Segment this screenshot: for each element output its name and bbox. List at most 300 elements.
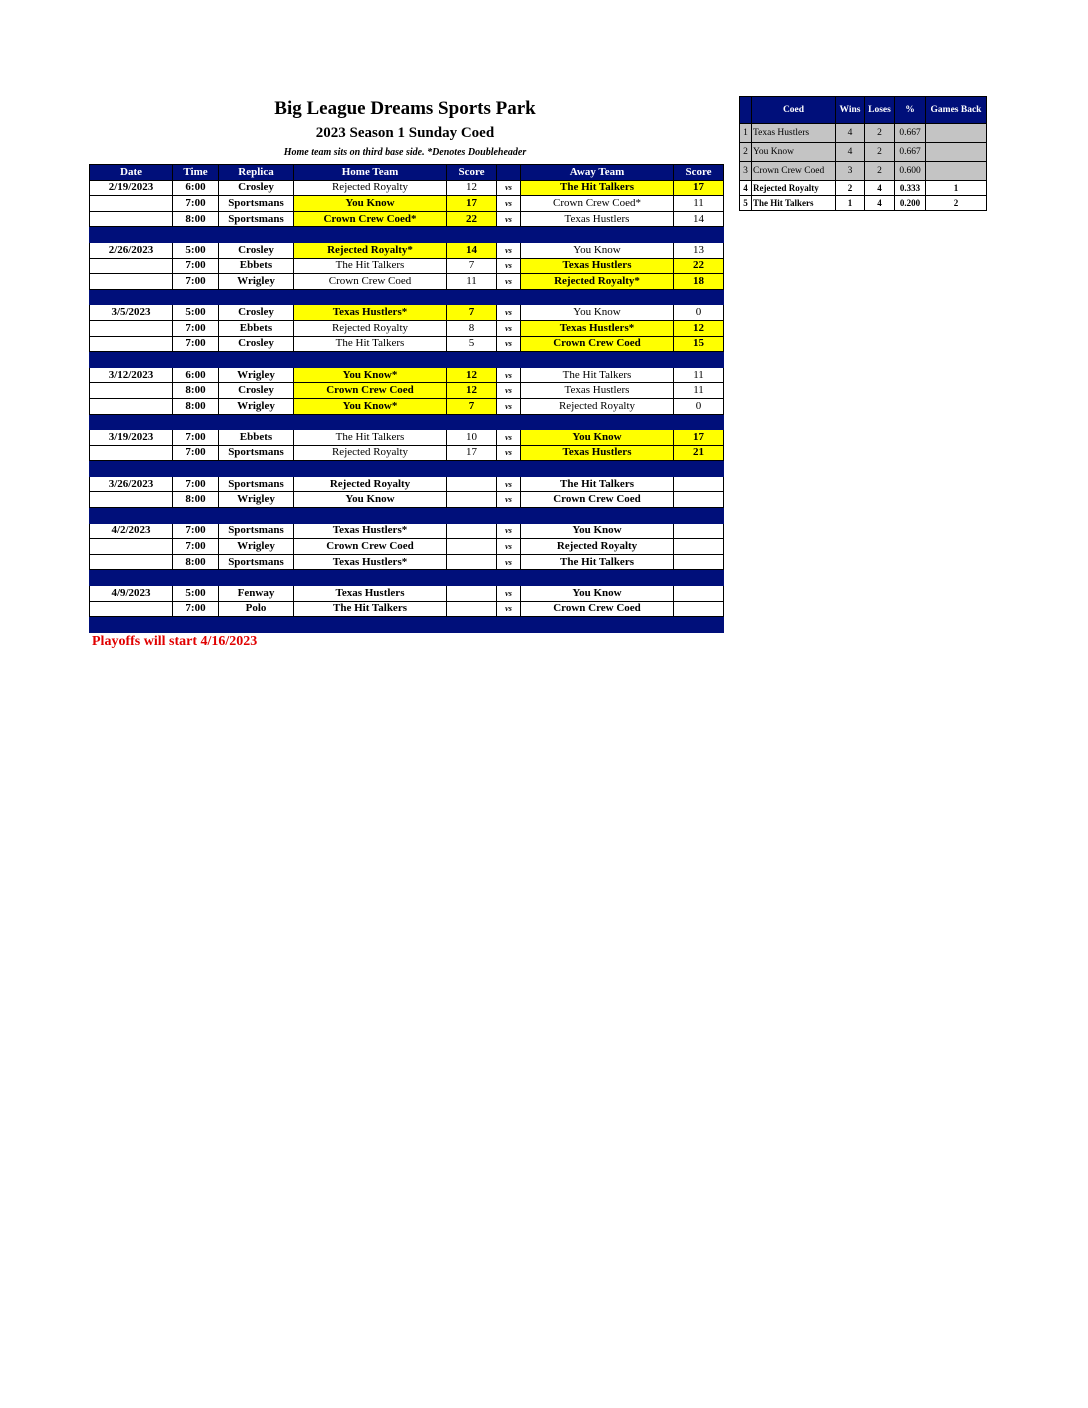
col-time: Time (173, 165, 219, 181)
separator-cell (173, 289, 219, 305)
separator-cell (173, 352, 219, 368)
away-score-cell: 0 (674, 305, 724, 321)
standings-header-row (740, 97, 987, 124)
game-row (90, 601, 724, 617)
separator-cell (294, 617, 447, 633)
week-separator-row (90, 617, 724, 633)
away-score-cell: 11 (674, 367, 724, 383)
wins-cell: 1 (836, 196, 865, 211)
vs-cell: vs (497, 320, 521, 336)
away-score-cell (674, 601, 724, 617)
separator-cell (294, 570, 447, 586)
separator-cell (521, 352, 674, 368)
separator-cell (497, 352, 521, 368)
away-team-cell: Texas Hustlers (521, 383, 674, 399)
away-team-cell: The Hit Talkers (521, 180, 674, 196)
replica-cell: Sportsmans (219, 196, 294, 212)
games-back-cell: 2 (926, 196, 987, 211)
away-team-cell: Crown Crew Coed (521, 492, 674, 508)
home-team-cell: The Hit Talkers (294, 430, 447, 446)
replica-cell: Wrigley (219, 398, 294, 414)
away-team-cell: Texas Hustlers (521, 445, 674, 461)
vs-cell: vs (497, 274, 521, 290)
time-cell: 7:00 (173, 258, 219, 274)
separator-cell (674, 227, 724, 243)
loses-cell: 4 (865, 196, 895, 211)
separator-cell (219, 289, 294, 305)
week-separator-row (90, 508, 724, 524)
replica-cell: Wrigley (219, 367, 294, 383)
separator-cell (294, 414, 447, 430)
away-score-cell: 22 (674, 258, 724, 274)
separator-cell (447, 227, 497, 243)
separator-cell (497, 617, 521, 633)
vs-cell: vs (497, 554, 521, 570)
home-score-cell: 12 (447, 383, 497, 399)
schedule-body (90, 180, 724, 632)
time-cell: 7:00 (173, 601, 219, 617)
away-score-cell: 17 (674, 430, 724, 446)
home-team-cell: Rejected Royalty (294, 320, 447, 336)
game-row (90, 430, 724, 446)
time-cell: 7:00 (173, 476, 219, 492)
date-cell: 3/5/2023 (90, 305, 173, 321)
separator-cell (219, 617, 294, 633)
game-row (90, 586, 724, 602)
away-score-cell: 12 (674, 320, 724, 336)
separator-cell (674, 508, 724, 524)
date-cell: 4/9/2023 (90, 586, 173, 602)
game-row (90, 554, 724, 570)
vs-cell: vs (497, 180, 521, 196)
home-team-cell: Texas Hustlers* (294, 523, 447, 539)
replica-cell: Crosley (219, 336, 294, 352)
loses-cell: 2 (865, 162, 895, 181)
separator-cell (521, 289, 674, 305)
vs-cell: vs (497, 211, 521, 227)
game-row (90, 398, 724, 414)
away-score-cell: 21 (674, 445, 724, 461)
home-team-cell: You Know* (294, 367, 447, 383)
loses-cell: 2 (865, 143, 895, 162)
vs-cell: vs (497, 305, 521, 321)
separator-cell (447, 508, 497, 524)
vs-cell: vs (497, 258, 521, 274)
game-row (90, 180, 724, 196)
date-cell: 2/19/2023 (90, 180, 173, 196)
standings-col-loses: Loses (865, 97, 895, 124)
separator-cell (447, 461, 497, 477)
vs-cell: vs (497, 445, 521, 461)
pct-cell: 0.667 (895, 143, 926, 162)
game-row (90, 383, 724, 399)
home-score-cell: 5 (447, 336, 497, 352)
standings-col-pct: % (895, 97, 926, 124)
loses-cell: 2 (865, 124, 895, 143)
team-cell: Crown Crew Coed (752, 162, 836, 181)
away-score-cell: 17 (674, 180, 724, 196)
replica-cell: Wrigley (219, 539, 294, 555)
pct-cell: 0.667 (895, 124, 926, 143)
separator-cell (674, 570, 724, 586)
home-team-cell: You Know (294, 492, 447, 508)
away-team-cell: Crown Crew Coed (521, 336, 674, 352)
separator-cell (674, 352, 724, 368)
standings-body (740, 124, 987, 211)
replica-cell: Ebbets (219, 258, 294, 274)
games-back-cell (926, 124, 987, 143)
separator-cell (294, 289, 447, 305)
game-row (90, 336, 724, 352)
home-score-cell: 14 (447, 242, 497, 258)
home-team-cell: Crown Crew Coed (294, 539, 447, 555)
game-row (90, 476, 724, 492)
separator-cell (497, 414, 521, 430)
replica-cell: Sportsmans (219, 476, 294, 492)
home-team-cell: Rejected Royalty (294, 445, 447, 461)
replica-cell: Wrigley (219, 274, 294, 290)
col-home-team: Home Team (294, 165, 447, 181)
separator-cell (90, 617, 173, 633)
week-separator-row (90, 414, 724, 430)
games-back-cell: 1 (926, 181, 987, 196)
home-score-cell: 7 (447, 258, 497, 274)
home-score-cell: 22 (447, 211, 497, 227)
standings-col-wins: Wins (836, 97, 865, 124)
rank-cell: 5 (740, 196, 752, 211)
standings-table (739, 96, 987, 211)
time-cell: 8:00 (173, 492, 219, 508)
home-team-cell: You Know* (294, 398, 447, 414)
time-cell: 7:00 (173, 445, 219, 461)
away-team-cell: Rejected Royalty (521, 539, 674, 555)
away-team-cell: You Know (521, 242, 674, 258)
away-score-cell (674, 476, 724, 492)
standings-row (740, 181, 987, 196)
vs-cell: vs (497, 242, 521, 258)
separator-cell (447, 617, 497, 633)
separator-cell (521, 227, 674, 243)
away-score-cell (674, 554, 724, 570)
time-cell: 7:00 (173, 523, 219, 539)
separator-cell (447, 289, 497, 305)
home-score-cell: 12 (447, 367, 497, 383)
page-subtitle: 2023 Season 1 Sunday Coed (315, 125, 495, 141)
date-cell (90, 258, 173, 274)
game-row (90, 492, 724, 508)
vs-cell: vs (497, 398, 521, 414)
game-row (90, 445, 724, 461)
separator-cell (90, 461, 173, 477)
away-team-cell: Texas Hustlers* (521, 320, 674, 336)
date-cell (90, 492, 173, 508)
col-home-score: Score (447, 165, 497, 181)
games-back-cell (926, 143, 987, 162)
home-score-cell (447, 476, 497, 492)
col-vs (497, 165, 521, 181)
replica-cell: Sportsmans (219, 523, 294, 539)
vs-cell: vs (497, 476, 521, 492)
home-score-cell: 10 (447, 430, 497, 446)
rank-cell: 1 (740, 124, 752, 143)
game-row (90, 367, 724, 383)
standings-row (740, 124, 987, 143)
home-team-cell: Texas Hustlers* (294, 305, 447, 321)
separator-cell (173, 570, 219, 586)
vs-cell: vs (497, 430, 521, 446)
home-score-cell: 11 (447, 274, 497, 290)
away-score-cell: 14 (674, 211, 724, 227)
time-cell: 8:00 (173, 398, 219, 414)
week-separator-row (90, 289, 724, 305)
away-team-cell: Crown Crew Coed* (521, 196, 674, 212)
team-cell: The Hit Talkers (752, 196, 836, 211)
home-team-cell: Texas Hustlers (294, 586, 447, 602)
home-score-cell (447, 601, 497, 617)
separator-cell (173, 617, 219, 633)
team-cell: You Know (752, 143, 836, 162)
separator-cell (90, 508, 173, 524)
away-score-cell (674, 523, 724, 539)
game-row (90, 274, 724, 290)
home-score-cell: 17 (447, 196, 497, 212)
separator-cell (90, 289, 173, 305)
home-score-cell: 12 (447, 180, 497, 196)
time-cell: 6:00 (173, 367, 219, 383)
date-cell: 3/12/2023 (90, 367, 173, 383)
vs-cell: vs (497, 196, 521, 212)
week-separator-row (90, 352, 724, 368)
away-team-cell: You Know (521, 430, 674, 446)
separator-cell (219, 461, 294, 477)
home-score-cell (447, 492, 497, 508)
away-team-cell: The Hit Talkers (521, 476, 674, 492)
separator-cell (674, 617, 724, 633)
col-date: Date (90, 165, 173, 181)
replica-cell: Fenway (219, 586, 294, 602)
away-team-cell: The Hit Talkers (521, 367, 674, 383)
replica-cell: Crosley (219, 242, 294, 258)
col-away-score: Score (674, 165, 724, 181)
game-row (90, 320, 724, 336)
replica-cell: Ebbets (219, 430, 294, 446)
separator-cell (674, 414, 724, 430)
time-cell: 7:00 (173, 430, 219, 446)
separator-cell (219, 508, 294, 524)
replica-cell: Sportsmans (219, 211, 294, 227)
games-back-cell (926, 162, 987, 181)
separator-cell (497, 570, 521, 586)
vs-cell: vs (497, 336, 521, 352)
game-row (90, 539, 724, 555)
replica-cell: Wrigley (219, 492, 294, 508)
loses-cell: 4 (865, 181, 895, 196)
date-cell (90, 196, 173, 212)
home-team-cell: Crown Crew Coed (294, 383, 447, 399)
separator-cell (674, 289, 724, 305)
date-cell (90, 336, 173, 352)
separator-cell (497, 508, 521, 524)
date-cell: 3/19/2023 (90, 430, 173, 446)
game-row (90, 305, 724, 321)
team-cell: Texas Hustlers (752, 124, 836, 143)
game-row (90, 196, 724, 212)
pct-cell: 0.600 (895, 162, 926, 181)
schedule-header-row (90, 165, 724, 181)
separator-cell (173, 508, 219, 524)
standings-col-games-back: Games Back (926, 97, 987, 124)
date-cell (90, 539, 173, 555)
away-score-cell: 0 (674, 398, 724, 414)
replica-cell: Crosley (219, 383, 294, 399)
away-team-cell: You Know (521, 305, 674, 321)
home-score-cell (447, 554, 497, 570)
date-cell: 2/26/2023 (90, 242, 173, 258)
time-cell: 5:00 (173, 242, 219, 258)
game-row (90, 211, 724, 227)
away-score-cell (674, 586, 724, 602)
replica-cell: Polo (219, 601, 294, 617)
time-cell: 8:00 (173, 383, 219, 399)
date-cell (90, 601, 173, 617)
vs-cell: vs (497, 492, 521, 508)
week-separator-row (90, 461, 724, 477)
home-score-cell: 8 (447, 320, 497, 336)
home-score-cell: 7 (447, 398, 497, 414)
separator-cell (447, 414, 497, 430)
time-cell: 5:00 (173, 586, 219, 602)
header-note: Home team sits on third base side. *Denotes Doubleheader (283, 147, 527, 158)
separator-cell (447, 352, 497, 368)
separator-cell (447, 570, 497, 586)
date-cell (90, 445, 173, 461)
wins-cell: 2 (836, 181, 865, 196)
separator-cell (219, 227, 294, 243)
away-score-cell: 13 (674, 242, 724, 258)
home-score-cell (447, 539, 497, 555)
vs-cell: vs (497, 383, 521, 399)
home-team-cell: Rejected Royalty (294, 476, 447, 492)
away-score-cell (674, 539, 724, 555)
col-replica: Replica (219, 165, 294, 181)
away-score-cell: 11 (674, 196, 724, 212)
standings-row (740, 162, 987, 181)
home-score-cell (447, 586, 497, 602)
page-title: Big League Dreams Sports Park (274, 98, 536, 119)
date-cell (90, 383, 173, 399)
time-cell: 7:00 (173, 196, 219, 212)
time-cell: 7:00 (173, 320, 219, 336)
home-team-cell: You Know (294, 196, 447, 212)
vs-cell: vs (497, 523, 521, 539)
pct-cell: 0.200 (895, 196, 926, 211)
game-row (90, 523, 724, 539)
rank-cell: 2 (740, 143, 752, 162)
separator-cell (521, 414, 674, 430)
separator-cell (497, 461, 521, 477)
separator-cell (90, 570, 173, 586)
col-away-team: Away Team (521, 165, 674, 181)
away-score-cell: 11 (674, 383, 724, 399)
date-cell (90, 554, 173, 570)
replica-cell: Crosley (219, 180, 294, 196)
separator-cell (219, 352, 294, 368)
home-score-cell: 7 (447, 305, 497, 321)
home-team-cell: Rejected Royalty (294, 180, 447, 196)
playoffs-note: Playoffs will start 4/16/2023 (92, 634, 258, 649)
separator-cell (219, 570, 294, 586)
week-separator-row (90, 227, 724, 243)
home-team-cell: The Hit Talkers (294, 258, 447, 274)
separator-cell (90, 414, 173, 430)
separator-cell (173, 461, 219, 477)
away-team-cell: You Know (521, 523, 674, 539)
vs-cell: vs (497, 367, 521, 383)
separator-cell (294, 352, 447, 368)
home-team-cell: Crown Crew Coed (294, 274, 447, 290)
separator-cell (294, 461, 447, 477)
date-cell: 3/26/2023 (90, 476, 173, 492)
vs-cell: vs (497, 601, 521, 617)
away-score-cell: 18 (674, 274, 724, 290)
time-cell: 8:00 (173, 554, 219, 570)
separator-cell (497, 289, 521, 305)
schedule-table (89, 164, 724, 633)
separator-cell (674, 461, 724, 477)
wins-cell: 3 (836, 162, 865, 181)
away-score-cell: 15 (674, 336, 724, 352)
standings-row (740, 143, 987, 162)
replica-cell: Sportsmans (219, 445, 294, 461)
separator-cell (173, 414, 219, 430)
separator-cell (521, 617, 674, 633)
separator-cell (521, 570, 674, 586)
vs-cell: vs (497, 586, 521, 602)
time-cell: 7:00 (173, 336, 219, 352)
separator-cell (294, 227, 447, 243)
away-score-cell (674, 492, 724, 508)
home-team-cell: The Hit Talkers (294, 601, 447, 617)
time-cell: 6:00 (173, 180, 219, 196)
date-cell (90, 320, 173, 336)
away-team-cell: Crown Crew Coed (521, 601, 674, 617)
pct-cell: 0.333 (895, 181, 926, 196)
home-score-cell: 17 (447, 445, 497, 461)
vs-cell: vs (497, 539, 521, 555)
separator-cell (521, 461, 674, 477)
away-team-cell: The Hit Talkers (521, 554, 674, 570)
separator-cell (497, 227, 521, 243)
replica-cell: Crosley (219, 305, 294, 321)
separator-cell (90, 227, 173, 243)
home-team-cell: Texas Hustlers* (294, 554, 447, 570)
wins-cell: 4 (836, 143, 865, 162)
separator-cell (173, 227, 219, 243)
home-team-cell: Crown Crew Coed* (294, 211, 447, 227)
date-cell (90, 211, 173, 227)
home-team-cell: Rejected Royalty* (294, 242, 447, 258)
replica-cell: Ebbets (219, 320, 294, 336)
standings-col-rank (740, 97, 752, 124)
time-cell: 7:00 (173, 274, 219, 290)
game-row (90, 242, 724, 258)
rank-cell: 4 (740, 181, 752, 196)
date-cell (90, 274, 173, 290)
separator-cell (90, 352, 173, 368)
away-team-cell: Rejected Royalty* (521, 274, 674, 290)
rank-cell: 3 (740, 162, 752, 181)
home-team-cell: The Hit Talkers (294, 336, 447, 352)
